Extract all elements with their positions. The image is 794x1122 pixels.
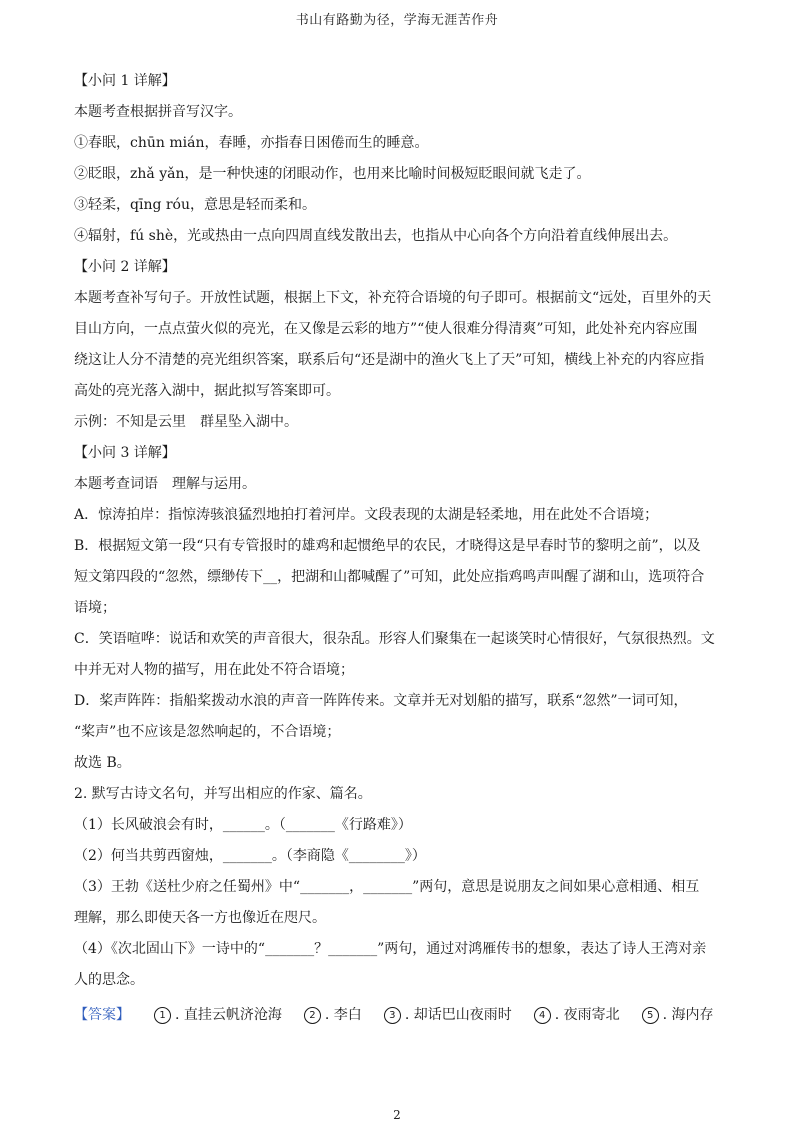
answer-text: . 却话巴山夜雨时 [404,1007,512,1023]
question-2-stem: 2. 默写古诗文名句，并写出相应的作家、篇名。 [74,786,372,802]
answer-row [74,1000,734,1031]
section-title-1: 【小问 1 详解】 [74,73,176,89]
answer-item-5 [642,1000,714,1031]
text-line: 目山方向，一点点萤火似的亮光，在又像是云彩的地方”“使人很难分得清爽”可知，此处补充内容应围 [74,321,698,337]
text-line: 本题考查根据拼音写汉字。 [74,104,242,120]
circled-number: 4 [534,1007,551,1024]
text-line: “桨声”也不应该是忽然响起的，不合语境； [74,724,341,740]
answer-item-2 [304,1000,362,1031]
text-line: C．笑语喧哗：说话和欢笑的声音很大，很杂乱。形容人们聚集在一起谈笑时心情很好，气氛很热烈。文 [74,631,715,647]
page-header-motto: 书山有路勤为径，学海无涯苦作舟 [295,13,499,28]
circled-number: 2 [304,1007,321,1024]
answer-item-3 [384,1000,512,1031]
answer-tag: 【答案】 [74,1007,130,1023]
answer-item-1 [154,1000,282,1031]
text-line: 高处的亮光落入湖中，据此拟写答案即可。 [74,383,340,399]
text-line: （2）何当共剪西窗烛，_______。（李商隐《________》） [74,848,426,864]
text-line: 本题考查补写句子。开放性试题，根据上下文，补充符合语境的句子即可。根据前文“远处，百里外的天 [74,290,712,306]
document-body [74,66,734,1031]
text-line: 本题考查词语 理解与运用。 [74,476,256,492]
text-line: （4）《次北固山下》一诗中的“_______？_______”两句，通过对鸿雁传书的想象，表达了诗人王湾对亲 [74,941,707,957]
text-line: 示例：不知是云里 群星坠入湖中。 [74,414,298,430]
text-line: （3）王勃《送杜少府之任蜀州》中“_______，_______”两句，意思是说朋友之间如果心意相通、相互 [74,879,700,895]
text-line: 人的思念。 [74,972,144,988]
text-line: 故选 B。 [74,755,131,771]
circled-number: 1 [154,1007,171,1024]
answer-text: . 夜雨寄北 [554,1007,620,1023]
page-number: 2 [393,1108,401,1122]
answer-text: . 海内存 [662,1007,714,1023]
text-line: ②眨眼，zhǎ yǎn，是一种快速的闭眼动作，也用来比喻时间极短眨眼间就飞走了。 [74,166,591,182]
text-line: D．桨声阵阵：指船桨拨动水浪的声音一阵阵传来。文章并无对划船的描写，联系“忽然”一词可知， [74,693,688,709]
text-line: A．惊涛拍岸：指惊涛骇浪猛烈地拍打着河岸。文段表现的太湖是轻柔地，用在此处不合语境； [74,507,659,523]
text-line: ④辐射，fú shè，光或热由一点向四周直线发散出去，也指从中心向各个方向沿着直线伸展出去。 [74,228,678,244]
text-line: B．根据短文第一段“只有专管报时的雄鸡和起惯绝早的农民，才晓得这是早春时节的黎明之前”，以及 [74,538,701,554]
section-title-3: 【小问 3 详解】 [74,445,176,461]
text-line: 中并无对人物的描写，用在此处不符合语境； [74,662,354,678]
circled-number: 5 [642,1007,659,1024]
answer-text: . 直挂云帆济沧海 [175,1007,282,1023]
text-line: 绕这让人分不清楚的亮光组织答案，联系后句“还是湖中的渔火飞上了天”可知，横线上补充的内容应指 [74,352,705,368]
text-line: ①春眠，chūn mián，春睡，亦指春日困倦而生的睡意。 [74,135,429,151]
text-line: ③轻柔，qīng róu，意思是轻而柔和。 [74,197,317,213]
answer-text: . 李白 [324,1007,362,1023]
text-line: （1）长风破浪会有时，______。（_______《行路难》） [74,817,412,833]
circled-number: 3 [384,1007,401,1024]
text-line: 短文第四段的“忽然，缥缈传下__，把湖和山都喊醒了”可知，此处应指鸡鸣声叫醒了湖和山，选项符合 [74,569,705,585]
text-line: 语境； [74,600,116,616]
answer-item-4 [534,1000,620,1031]
section-title-2: 【小问 2 详解】 [74,259,176,275]
text-line: 理解，那么即使天各一方也像近在咫尺。 [74,910,326,926]
